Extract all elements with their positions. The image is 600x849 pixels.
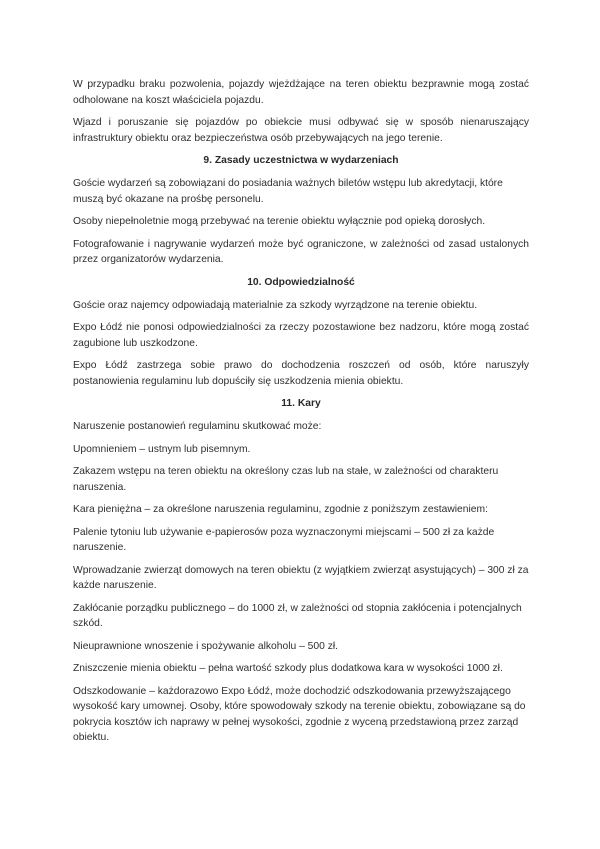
paragraph-vehicle-movement: Wjazd i poruszanie się pojazdów po obiekcie musi odbywać się w sposób nienaruszający infrastruktury obiektu oraz bezpieczeństwa osób przebywających na jego terenie.	[73, 117, 529, 144]
section-heading-participation: 9. Zasady uczestnictwa w wydarzeniach	[203, 155, 399, 166]
section-heading-penalties: 11. Kary	[281, 398, 321, 409]
paragraph-towing: W przypadku braku pozwolenia, pojazdy wjeżdżające na teren obiektu bezprawnie mogą zostać odholowane na koszt właściciela pojazdu.	[73, 79, 529, 106]
paragraph-compensation: Odszkodowanie – każdorazowo Expo Łódź, może dochodzić odszkodowania przewyższającego wysokość kary umownej. Osoby, które spowodowały szkody na terenie obiektu, zobowiązane są do pokrycia kosztów ich naprawy w pełnej wysokości, zgodnie z wyceną przedstawioną przez zarząd obiektu.	[73, 685, 526, 743]
paragraph-penalties-intro: Naruszenie postanowień regulaminu skutkować może:	[73, 421, 322, 432]
paragraph-unattended-items: Expo Łódź nie ponosi odpowiedzialności za rzeczy pozostawione bez nadzoru, które mogą zostać zagubione lub uszkodzone.	[73, 322, 529, 349]
paragraph-animals: Wprowadzanie zwierząt domowych na teren obiektu (z wyjątkiem zwierząt asystujących) – 300 zł za każde naruszenie.	[73, 564, 529, 591]
paragraph-public-order: Zakłócanie porządku publicznego – do 1000 zł, w zależności od stopnia zakłócenia i potencjalnych szkód.	[73, 602, 522, 629]
paragraph-claims: Expo Łódź zastrzega sobie prawo do dochodzenia roszczeń od osób, które naruszyły postanowienia regulaminu lub dopuściły się uszkodzenia mienia obiektu.	[73, 360, 529, 387]
paragraph-alcohol: Nieuprawnione wnoszenie i spożywanie alkoholu – 500 zł.	[73, 640, 339, 652]
paragraph-fine: Kara pieniężna – za określone naruszenia regulaminu, zgodnie z poniższym zestawieniem:	[73, 504, 488, 515]
section-heading-liability: 10. Odpowiedzialność	[247, 276, 355, 288]
paragraph-photography: Fotografowanie i nagrywanie wydarzeń może być ograniczone, w zależności od zasad ustalonych przez organizatorów wydarzenia.	[73, 238, 529, 265]
paragraph-tickets: Goście wydarzeń są zobowiązani do posiadania ważnych biletów wstępu lub akredytacji, które muszą być okazane na prośbę personelu.	[73, 178, 503, 205]
document-body	[73, 77, 529, 753]
paragraph-minors: Osoby niepełnoletnie mogą przebywać na terenie obiektu wyłącznie pod opieką dorosłych.	[73, 216, 486, 227]
paragraph-material-liability: Goście oraz najemcy odpowiadają materialnie za szkody wyrządzone na terenie obiektu.	[73, 299, 478, 311]
paragraph-entry-ban: Zakazem wstępu na teren obiektu na określony czas lub na stałe, w zależności od charakteru naruszenia.	[73, 466, 499, 493]
paragraph-smoking: Palenie tytoniu lub używanie e-papierosów poza wyznaczonymi miejscami – 500 zł za każde naruszenie.	[73, 526, 495, 553]
paragraph-property-damage: Zniszczenie mienia obiektu – pełna wartość szkody plus dodatkowa kara w wysokości 1000 zł.	[73, 663, 503, 674]
paragraph-reprimand: Upomnieniem – ustnym lub pisemnym.	[73, 443, 251, 455]
